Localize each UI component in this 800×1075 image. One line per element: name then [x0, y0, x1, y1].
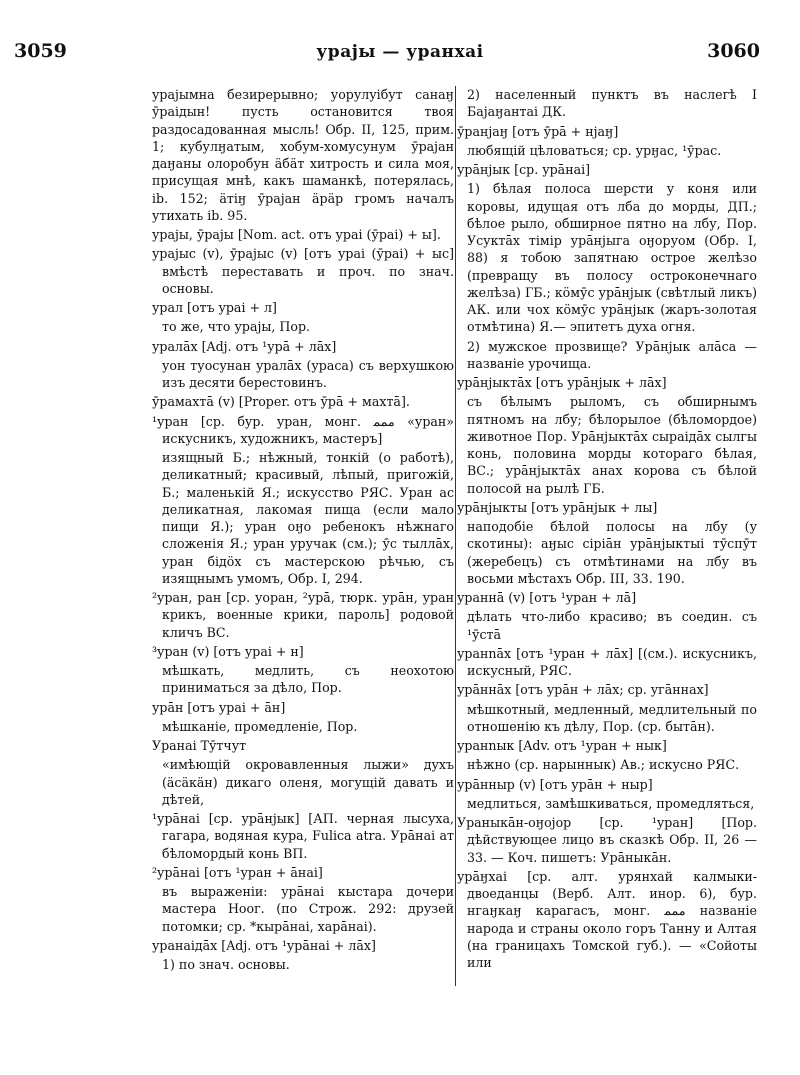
- dictionary-entry: ²урāнаі [отъ ¹уран + āнаі]: [152, 864, 323, 880]
- dictionary-entry: Уранаі Тӯтчут: [152, 738, 247, 753]
- dictionary-entry: мѣшкать, медлить, съ неохотою приниматься за дѣло, Пор.: [162, 663, 454, 696]
- dictionary-entry: мѣшканіе, промедленіе, Пор.: [162, 718, 358, 734]
- dictionary-entry: урāӈхаі [ср. алт. урянхай калмыки-двоеданцы (Верб. Алт. инор. 6), бур. нгаӈкаӈ карагасъ, монг. ﻣﻤﻤ названіе народа и страны около горъ Танну и Алтая (на границахъ Томской губ.). — «Сойоты или: [457, 868, 757, 970]
- dictionary-entry: уранnык [Adv. отъ ¹уран + нык]: [457, 738, 667, 753]
- column-divider: [455, 86, 456, 986]
- page-number-left: 3059: [14, 40, 67, 62]
- dictionary-entry: ²уран, ран [ср. уоран, ²урā, тюрк. урāн, уран крикъ, военные крики, пароль] родовой кличъ ВС.: [152, 590, 454, 640]
- dictionary-entry: ураjыс (v), ӯраjыс (v) [отъ ураі (ӯраі) + ыс] вмѣстѣ переставать и проч. по знач. основы.: [152, 246, 454, 296]
- dictionary-entry: урāнjыкты [отъ урāнjык + лы]: [457, 499, 658, 515]
- dictionary-entry: ураннā (v) [отъ ¹уран + лā]: [457, 590, 637, 605]
- dictionary-entry: наподобіе бѣлой полосы на лбу (у скотины): аӈыс сiрiāн урāнjыктыі тӯспӯт (жеребецъ) съ отмѣтинами на лбу въ восьми мѣстахъ Обр. III, 33. 190.: [467, 519, 757, 586]
- dictionary-entry: въ выраженіи: урāнаі кыстара дочери мастера Ноог. (по Строж. 292: друзей потомки; ср. *кырāнаі, харāнаі).: [162, 884, 454, 934]
- dictionary-entry: ураjымна безирерывно; уорулуібут санаӈ ӯраідын! пусть остановится твоя раздосадованная мысль! Обр. II, 125, прим. 1; кубулӈатым, хобум-хомусунум ӯраjан даӈаны олоробун äбäт хитрость и сила моя, присущая мнѣ, какъ шаманкѣ, потерялась, ib. 152; äтiӈ ӯраjан äрäр громъ началъ утихать ib. 95.: [152, 87, 454, 223]
- dictionary-entry: мѣшкотный, медленный, медлительный по отношенію къ дѣлу, Пор. (ср. бытāн).: [467, 701, 757, 734]
- dictionary-entry: уранаідāх [Adj. отъ ¹урāнаі + лāх]: [152, 937, 376, 953]
- dictionary-entry: урāнjык [ср. урāнаі]: [457, 162, 591, 177]
- right-column: [457, 86, 757, 1055]
- dictionary-entry: то же, что ураjы, Пор.: [162, 319, 311, 335]
- dictionary-entry: изящный Б.; нѣжный, тонкій (о работѣ), деликатный; красивый, лѣпый, пригожій, Б.; маленькій Я.; искусство РЯС. Уран ас деликатная, лакомая пища (если мало пищи Я.); уран оӈо ребенокъ нѣжнаго сложенія Я.; уран уручак (см.); ӯс тыллāх, уран бiдöх съ мастерскою рѣчью, съ изящнымъ умомъ, Обр. I, 294.: [162, 450, 454, 586]
- dictionary-entry: урāннāх [отъ урāн + лāх; ср. угāннах]: [457, 682, 709, 698]
- dictionary-entry: медлиться, замѣшкиваться, промедляться,: [467, 795, 755, 811]
- dictionary-entry: уон туосунан уралāх (ураса) съ верхушкою изъ десяти берестовинъ.: [162, 357, 454, 390]
- left-column: [152, 86, 454, 1055]
- dictionary-entry: урал [отъ ураі + л]: [152, 300, 277, 315]
- dictionary-entry: урāн [отъ ураі + āн]: [152, 699, 286, 715]
- page-number-right: 3060: [707, 40, 760, 62]
- dictionary-entry: дѣлать что-либо красиво; въ соедин. съ ¹ӯстā: [467, 609, 757, 642]
- page-header: [0, 40, 800, 70]
- dictionary-entry: ӯрамахтā (v) [Proper. отъ ӯрā + махтā].: [152, 394, 410, 410]
- dictionary-entry: 1) бѣлая полоса шерсти у коня или коровы, идущая отъ лба до морды, ДП.; бѣлое рыло, обширное пятно на лбу, Пор. Усуктāх тiмiр урāнjыга оӈоруом (Обр. I, 88) я тобою запятнаю острое желѣзо (превращу въ полосу остроконечнаго желѣза) ГБ.; кöмӯс урāнjык (свѣтлый ликъ) АК. или чох кöмӯс урāнjык (жаръ-золотая отмѣтина) Я.— эпитетъ духа огня.: [467, 181, 757, 335]
- dictionary-entry: ³уран (v) [отъ ураі + н]: [152, 643, 304, 659]
- dictionary-entry: урāнныр (v) [отъ урāн + ныр]: [457, 776, 653, 792]
- dictionary-entry: 2) населенный пунктъ въ наслегѣ I Баjаӈантаі ДК.: [467, 87, 757, 120]
- dictionary-entry: «имѣющій окровавленныя лыжи» духъ (äсäкäн) дикаго оленя, могущій давать и дѣтей,: [162, 757, 454, 807]
- dictionary-entry: нѣжно (ср. нарыннык) Ав.; искусно РЯС.: [467, 757, 740, 773]
- dictionary-entry: ¹уран [ср. бур. уран, монг. ﻣﻤﻤ «уран» искусникъ, художникъ, мастеръ]: [152, 413, 454, 446]
- dictionary-entry: ӯранjаӈ [отъ ӯрā + нjаӈ]: [457, 123, 619, 139]
- dictionary-entry: ¹урāнаі [ср. урāнjык] [АП. черная лысуха, гагара, водяная кура, Fulica atra. Урāнаі ат бѣломордый конь ВП.: [152, 811, 454, 861]
- dictionary-entry: любящій цѣловаться; ср. урӈас, ¹ӯрас.: [467, 142, 722, 158]
- dictionary-entry: ураjы, ӯраjы [Nom. act. отъ ураі (ӯраі) + ы].: [152, 227, 441, 242]
- dictionary-entry: съ бѣлымъ рыломъ, съ обширнымъ пятномъ на лбу; бѣлорылое (бѣломордое) животное Пор. Урāнjыктāх сыраідāх сылгы конь, половина морды котораго бѣлая, ВС.; урāнjыктāх анах корова съ бѣлой полосой на рылѣ ГБ.: [467, 394, 757, 496]
- dictionary-entry: 2) мужское прозвище? Урāнjык алāса — названіе урочища.: [467, 338, 757, 371]
- dictionary-entry: урāнjыктāх [отъ урāнjык + лāх]: [457, 375, 667, 390]
- dictionary-entry: 1) по знач. основы.: [162, 957, 290, 972]
- running-head: ураjы — уранхаі: [316, 42, 484, 62]
- dictionary-entry: уралāх [Adj. отъ ¹урā + лāх]: [152, 338, 337, 354]
- dictionary-entry: уранnāх [отъ ¹уран + лāх] [(см.). искусникъ, искусный, РЯС.: [457, 645, 757, 678]
- dictionary-entry: Ураныкāн-оӈоjор [ср. ¹уран] [Пор. дѣйствующее лицо въ сказкѣ Обр. II, 26 — 33. — Коч. пишетъ: Урāныкāн.: [457, 815, 757, 865]
